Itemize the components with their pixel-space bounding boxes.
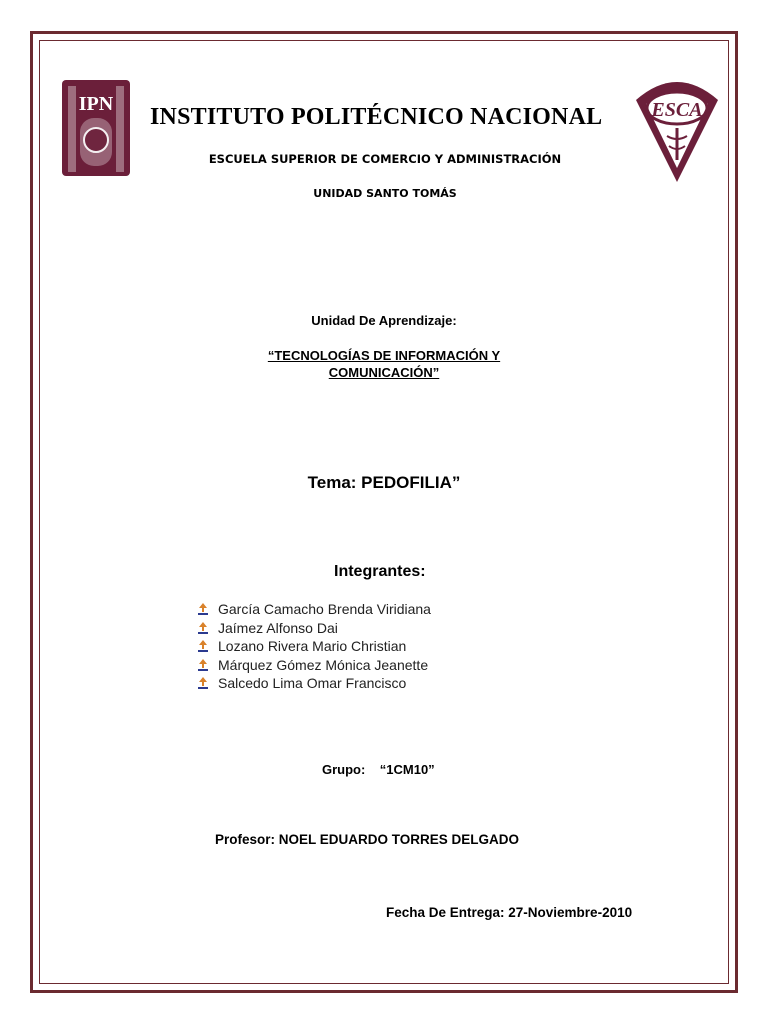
ipn-logo bbox=[54, 74, 138, 182]
ipn-logo-text: IPN bbox=[78, 93, 114, 115]
member-name: Jaímez Alfonso Dai bbox=[218, 619, 338, 636]
list-item bbox=[196, 674, 431, 693]
arrow-bullet-icon bbox=[196, 658, 210, 672]
group-label: Grupo: “1CM10” bbox=[322, 762, 435, 777]
delivery-date: Fecha De Entrega: 27-Noviembre-2010 bbox=[386, 905, 633, 920]
member-name: Salcedo Lima Omar Francisco bbox=[218, 675, 407, 692]
list-item bbox=[196, 656, 431, 675]
esca-logo bbox=[632, 70, 722, 186]
school-name: ESCUELA SUPERIOR DE COMERCIO Y ADMINISTRACIÓN bbox=[208, 152, 562, 166]
arrow-bullet-icon bbox=[196, 621, 210, 635]
arrow-bullet-icon bbox=[196, 602, 210, 616]
topic-title: Tema: PEDOFILIA” bbox=[307, 473, 461, 492]
institution-title: INSTITUTO POLITÉCNICO NACIONAL bbox=[150, 104, 603, 130]
professor-label: Profesor: NOEL EDUARDO TORRES DELGADO bbox=[215, 832, 520, 847]
course-title-line1: “TECNOLOGÍAS DE INFORMACIÓN Y bbox=[267, 348, 501, 363]
esca-logo-text: ESCA bbox=[651, 99, 703, 121]
course-label: Unidad De Aprendizaje: bbox=[311, 313, 457, 328]
member-name: Lozano Rivera Mario Christian bbox=[218, 638, 407, 655]
course-title bbox=[200, 347, 568, 381]
member-name: García Camacho Brenda Viridiana bbox=[218, 601, 431, 618]
arrow-bullet-icon bbox=[196, 639, 210, 653]
list-item bbox=[196, 619, 431, 638]
members-list bbox=[196, 600, 431, 693]
list-item bbox=[196, 637, 431, 656]
member-name: Márquez Gómez Mónica Jeanette bbox=[218, 656, 429, 673]
arrow-bullet-icon bbox=[196, 676, 210, 690]
course-title-line2: COMUNICACIÓN” bbox=[328, 365, 440, 380]
list-item bbox=[196, 600, 431, 619]
campus-unit: UNIDAD SANTO TOMÁS bbox=[313, 187, 457, 200]
members-label: Integrantes: bbox=[334, 563, 426, 580]
